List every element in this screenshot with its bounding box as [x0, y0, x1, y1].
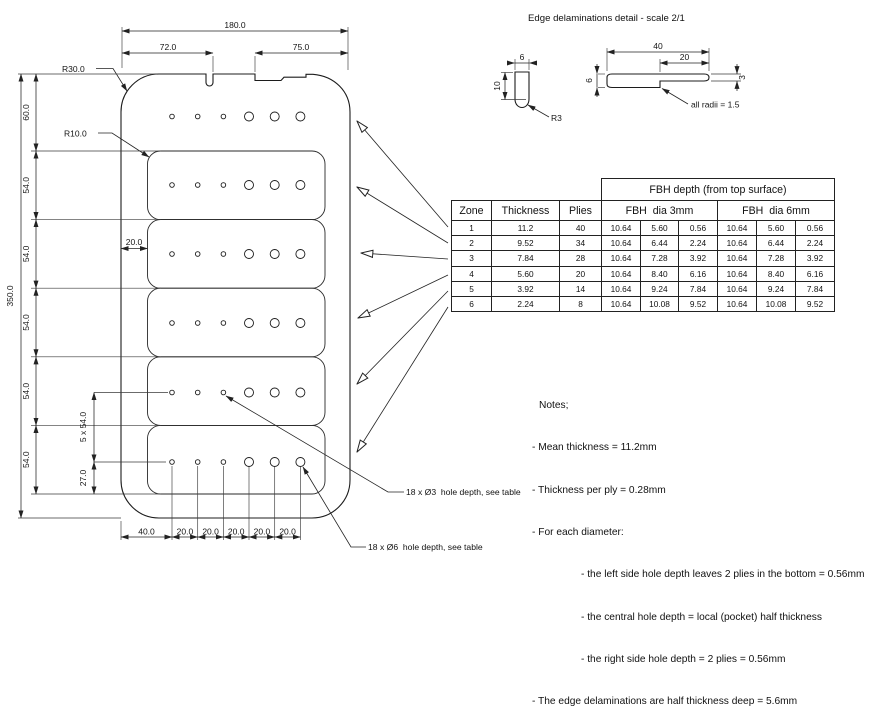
hole-row [170, 319, 305, 328]
hole-row [170, 250, 305, 259]
table-cell: 7.84 [492, 251, 560, 266]
table-row [452, 236, 835, 251]
table-cell: 0.56 [679, 221, 718, 236]
table-cell: 10.64 [602, 281, 641, 296]
table-cell: 6.16 [679, 266, 718, 281]
table-cell: 9.52 [796, 296, 835, 311]
dim-label: 20 [679, 52, 690, 62]
table-cell: 3.92 [796, 251, 835, 266]
dim-label: 54.0 [21, 177, 31, 194]
table-cell: 11.2 [492, 221, 560, 236]
table-row [452, 281, 835, 296]
table-cell: 10.08 [757, 296, 796, 311]
note-line: - For each diameter: [532, 527, 624, 539]
large-holes-label: 18 x Ø6 hole depth, see table [368, 542, 483, 552]
table-cell: 10.64 [718, 281, 757, 296]
dim-label: 3 [737, 75, 747, 80]
col-header-plies: Plies [560, 201, 602, 221]
edge-detail-bar [584, 41, 747, 110]
dim-label: 20.0 [253, 526, 271, 537]
table-cell: 10.64 [718, 236, 757, 251]
table-cell: 7.84 [679, 281, 718, 296]
note-line: - the left side hole depth leaves 2 plies in the bottom = 0.56mm [581, 569, 865, 581]
dimension-notch-offset [255, 42, 348, 72]
table-cell: 10.64 [602, 251, 641, 266]
table-cell: 8.40 [641, 266, 679, 281]
dim-label: 54.0 [21, 451, 31, 468]
table-cell: 0.56 [796, 221, 835, 236]
dim-label: R30.0 [62, 64, 85, 74]
table-cell: 6 [452, 296, 492, 311]
hole-grid [170, 112, 305, 467]
dim-label: 20.0 [176, 526, 194, 537]
table-cell: 10.64 [718, 266, 757, 281]
table-cell: 8 [560, 296, 602, 311]
col-header-thickness: Thickness [492, 201, 560, 221]
table-cell: 9.52 [679, 296, 718, 311]
table-cell: 8.40 [757, 266, 796, 281]
table-row [452, 221, 835, 236]
edge-detail-tab [492, 52, 562, 123]
table-cell: 5.60 [641, 221, 679, 236]
table-spacer [452, 179, 602, 201]
dimension-zone-chain [21, 74, 36, 494]
table-cell: 7.84 [796, 281, 835, 296]
dim-label: 27.0 [78, 469, 88, 487]
table-cell: 10.64 [602, 266, 641, 281]
dimension-width [122, 20, 348, 70]
small-holes-label: 18 x Ø3 hole depth, see table [406, 487, 521, 497]
dim-label: 6 [584, 78, 594, 83]
table-cell: 10.64 [718, 221, 757, 236]
dim-label: 72.0 [159, 42, 177, 52]
leader-large-holes [303, 467, 366, 547]
dim-label: 54.0 [21, 382, 31, 400]
note-line: - The edge delaminations are half thickness deep = 5.6mm [532, 696, 798, 708]
dim-label: 20.0 [202, 526, 219, 537]
table-cell: 2 [452, 236, 492, 251]
table-cell: 2.24 [679, 236, 718, 251]
table-cell: 6.44 [641, 236, 679, 251]
table-cell: 5.60 [757, 221, 796, 236]
table-cell: 9.24 [641, 281, 679, 296]
leader-pocket-radius [64, 129, 149, 158]
hole-row [170, 112, 305, 121]
zone-pointer-arrows [357, 121, 448, 452]
table-row [452, 296, 835, 311]
col-header-fbh6: FBH dia 6mm [718, 201, 835, 221]
table-cell: 10.64 [718, 251, 757, 266]
edge-detail-title: Edge delaminations detail - scale 2/1 [528, 13, 685, 24]
table-cell: 6.16 [796, 266, 835, 281]
table-cell: 3.92 [679, 251, 718, 266]
table-cell: 3 [452, 251, 492, 266]
table-cell: 10.64 [718, 296, 757, 311]
note-line: - Mean thickness = 11.2mm [532, 442, 657, 454]
hole-row [170, 458, 305, 467]
dim-label: 20.0 [227, 526, 245, 537]
table-cell: 28 [560, 251, 602, 266]
table-row [452, 251, 835, 266]
table-cell: 5 [452, 281, 492, 296]
table-cell: 6.44 [757, 236, 796, 251]
dim-label: all radii = 1.5 [691, 99, 740, 110]
table-cell: 14 [560, 281, 602, 296]
hole-row [170, 388, 305, 397]
table-cell: 20 [560, 266, 602, 281]
leader-corner-radius [62, 64, 127, 91]
table-cell: 10.08 [641, 296, 679, 311]
span-header: FBH depth (from top surface) [602, 179, 835, 201]
note-line: - the right side hole depth = 2 plies = 0.56mm [581, 653, 786, 665]
dim-label: 40 [653, 41, 663, 51]
dim-label: 60.0 [21, 104, 31, 121]
hole-row [170, 181, 305, 190]
dim-label: 6 [519, 52, 525, 62]
dim-label: 20.0 [279, 526, 296, 537]
table-cell: 7.28 [757, 251, 796, 266]
panel-outline [121, 74, 350, 518]
dimension-last-row [78, 462, 94, 494]
col-header-zone: Zone [452, 201, 492, 221]
dim-label: 5 x 54.0 [78, 411, 88, 443]
note-line: - Thickness per ply = 0.28mm [532, 484, 666, 496]
dimension-slot-offset [122, 42, 213, 72]
table-cell: 9.52 [492, 236, 560, 251]
zone-extension-lines [31, 151, 161, 494]
table-cell: 3.92 [492, 281, 560, 296]
table-cell: 10.64 [602, 296, 641, 311]
table-cell: 10.64 [602, 236, 641, 251]
dim-label: 10 [492, 81, 502, 91]
notes-block [532, 371, 864, 723]
note-line: - the central hole depth = local (pocket) half thickness [581, 611, 822, 623]
dim-label: 20.0 [125, 237, 143, 247]
table-cell: 1 [452, 221, 492, 236]
table-cell: 7.28 [641, 251, 679, 266]
dim-label: 40.0 [138, 526, 155, 537]
dim-label: 180.0 [224, 20, 246, 30]
table-row [452, 266, 835, 281]
dim-label: R3 [551, 113, 562, 123]
leader-small-holes [226, 396, 404, 492]
dim-label: R10.0 [64, 128, 87, 139]
col-header-fbh3: FBH dia 3mm [602, 201, 718, 221]
table-cell: 2.24 [796, 236, 835, 251]
table-cell: 9.24 [757, 281, 796, 296]
dim-label: 350.0 [5, 285, 15, 307]
dim-label: 75.0 [292, 42, 310, 52]
dim-label: 54.0 [21, 314, 31, 331]
table-cell: 40 [560, 221, 602, 236]
notes-title: Notes; [539, 400, 569, 412]
dimension-height [5, 74, 157, 518]
table-cell: 5.60 [492, 266, 560, 281]
dimension-pocket-inset [121, 237, 148, 249]
table-cell: 2.24 [492, 296, 560, 311]
dim-label: 54.0 [21, 245, 31, 263]
table-cell: 4 [452, 266, 492, 281]
table-cell: 34 [560, 236, 602, 251]
fbh-depth-table [451, 178, 835, 312]
table-cell: 10.64 [602, 221, 641, 236]
